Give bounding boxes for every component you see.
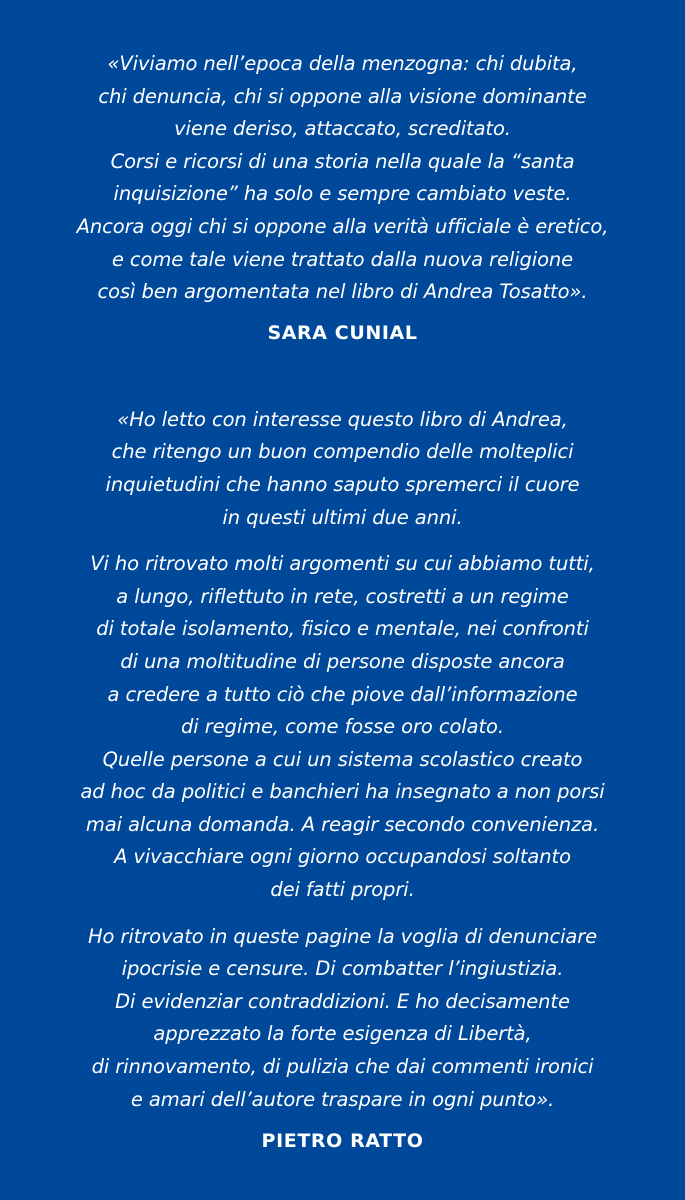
quote-line: che ritengo un buon compendio delle molteplici (111, 440, 574, 464)
quote-author: PIETRO RATTO (261, 1130, 424, 1153)
quote-line: Ho ritrovato in queste pagine la voglia di denunciare (87, 924, 598, 948)
quote-author: SARA CUNIAL (267, 321, 418, 344)
quote-line: di rinnovamento, di pulizia che dai commenti ironici (91, 1055, 594, 1079)
quote-line: viene deriso, attaccato, screditato. (174, 117, 511, 141)
quote-line: e come tale viene trattato dalla nuova religione (111, 247, 574, 271)
quote-line: chi denuncia, chi si oppone alla visione dominante (98, 84, 587, 108)
quote-line: Di evidenziar contraddizioni. E ho decisamente (115, 989, 570, 1013)
quote-line: a lungo, riflettuto in rete, costretti a un regime (116, 584, 569, 608)
quote-line: Quelle persone a cui un sistema scolastico creato (102, 747, 583, 771)
quote-block-sara-cunial (0, 48, 685, 344)
quote-line: di regime, come fosse oro colato. (181, 715, 504, 739)
quote-line: così ben argomentata nel libro di Andrea Tosatto». (97, 280, 588, 304)
quote-line: «Viviamo nell’epoca della menzogna: chi dubita, (107, 52, 578, 75)
quote-line: «Ho letto con interesse questo libro di Andrea, (117, 407, 568, 431)
quote-line: dei fatti propri. (270, 878, 415, 902)
quote-paragraph (0, 404, 685, 534)
quote-paragraph (0, 48, 685, 309)
quote-paragraph (0, 548, 685, 907)
quote-line: Ancora oggi chi si oppone alla verità ufficiale è eretico, (76, 214, 609, 238)
quote-line: inquisizione” ha solo e sempre cambiato veste. (113, 182, 572, 206)
quote-paragraph (0, 921, 685, 1117)
quote-line: a credere a tutto ciò che piove dall’informazione (107, 682, 578, 706)
quote-line: di totale isolamento, fisico e mentale, nei confronti (96, 617, 589, 641)
quote-line: di una moltitudine di persone disposte ancora (120, 649, 565, 673)
quote-block-pietro-ratto (0, 404, 685, 1152)
quote-line: inquietudini che hanno saputo spremerci il cuore (105, 472, 580, 496)
quote-line: ipocrisie e censure. Di combatter l’ingiustizia. (121, 957, 564, 981)
quote-line: A vivacchiare ogni giorno occupandosi soltanto (114, 845, 571, 869)
quote-line: Corsi e ricorsi di una storia nella quale la “santa (110, 149, 575, 173)
quote-line: mai alcuna domanda. A reagir secondo convenienza. (85, 812, 600, 836)
quote-line: in questi ultimi due anni. (222, 505, 463, 529)
quote-line: Vi ho ritrovato molti argomenti su cui abbiamo tutti, (90, 552, 595, 576)
quote-line: apprezzato la forte esigenza di Libertà, (153, 1022, 532, 1046)
quote-line: ad hoc da politici e banchieri ha insegnato a non porsi (80, 780, 605, 804)
quote-line: e amari dell’autore traspare in ogni punto». (130, 1087, 555, 1111)
